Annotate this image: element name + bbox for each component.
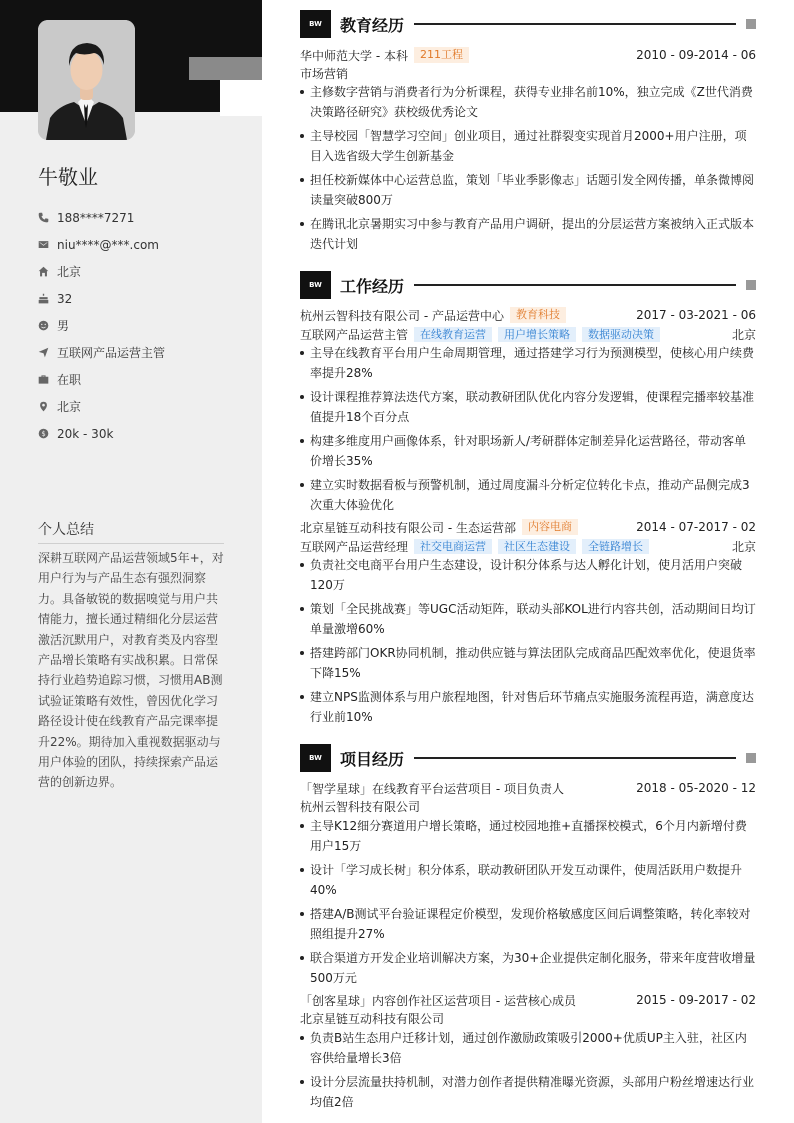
info-phone bbox=[38, 204, 238, 231]
skill-tag: 用户增长策略 bbox=[498, 327, 576, 342]
phone-icon bbox=[38, 212, 49, 223]
job-role: 互联网产品运营主管 bbox=[300, 327, 409, 342]
job-role: 互联网产品运营经理 bbox=[300, 539, 409, 554]
info-salary bbox=[38, 420, 238, 447]
section-title-work: 工作经历 bbox=[340, 276, 405, 296]
job-date: 2014 - 07-2017 - 02 bbox=[636, 520, 756, 534]
skill-tag: 在线教育运营 bbox=[414, 327, 492, 342]
section-marker bbox=[746, 19, 756, 29]
education-major-row bbox=[300, 64, 756, 82]
info-gender bbox=[38, 312, 238, 339]
status-text: 在职 bbox=[57, 373, 82, 387]
list-item: 主修数字营销与消费者行为分析课程，获得专业排名前10%，独立完成《Z世代消费决策路径研究》获校级优秀论文 bbox=[300, 82, 756, 122]
project-name: 「创客星球」内容创作社区运营项目 - 运营核心成员 bbox=[300, 993, 576, 1008]
list-item: 设计课程推荐算法迭代方案，联动教研团队优化内容分发逻辑，使课程完播率较基准值提升18个百分点 bbox=[300, 387, 756, 427]
list-item: 主导K12细分赛道用户增长策略，通过校园地推+直播探校模式，6个月内新增付费用户15万 bbox=[300, 816, 756, 856]
project-date: 2015 - 09-2017 - 02 bbox=[636, 993, 756, 1007]
job-role-row bbox=[300, 325, 756, 343]
list-item: 搭建跨部门OKR协同机制，推动供应链与算法团队完成商品匹配效率优化，使退货率下降15% bbox=[300, 643, 756, 683]
section-marker bbox=[746, 753, 756, 763]
sidebar-header-accent bbox=[189, 57, 262, 80]
school-tag: 211工程 bbox=[414, 47, 469, 63]
list-item: 负责B站生态用户迁移计划，通过创作激励政策吸引2000+优质UP主入驻，社区内容供给量增长3倍 bbox=[300, 1028, 756, 1068]
info-status bbox=[38, 366, 238, 393]
candidate-name: 牛敬业 bbox=[38, 165, 98, 189]
project-org-row bbox=[300, 797, 756, 815]
section-logo: BW bbox=[300, 744, 331, 772]
target-city-text: 北京 bbox=[57, 400, 82, 414]
list-item: 搭建A/B测试平台验证课程定价模型，发现价格敏感度区间后调整策略，转化率较对照组提升27% bbox=[300, 904, 756, 944]
info-target-city bbox=[38, 393, 238, 420]
project-header bbox=[300, 779, 756, 797]
list-item: 设计分层流量扶持机制，对潜力创作者提供精准曝光资源，头部用户粉丝增速达行业均值2倍 bbox=[300, 1072, 756, 1112]
section-divider bbox=[414, 23, 736, 25]
job-header bbox=[300, 518, 756, 536]
education-date: 2010 - 09-2014 - 06 bbox=[636, 48, 756, 62]
person-icon bbox=[38, 320, 49, 331]
skill-tag: 全链路增长 bbox=[582, 539, 649, 554]
cake-icon bbox=[38, 293, 49, 304]
education-header bbox=[300, 46, 756, 64]
phone-text: 188****7271 bbox=[57, 210, 135, 225]
section-header-work bbox=[300, 271, 756, 299]
email-text: niu****@***.com bbox=[57, 237, 159, 252]
list-item: 建立NPS监测体系与用户旅程地图，针对售后环节痛点实施服务流程再造，满意度达行业前10% bbox=[300, 687, 756, 727]
list-item: 策划「全民挑战赛」等UGC活动矩阵，联动头部KOL进行内容共创，活动期间日均订单量激增60% bbox=[300, 599, 756, 639]
list-item: 主导校园「智慧学习空间」创业项目，通过社群裂变实现首月2000+用户注册，项目入选省级大学生创新基金 bbox=[300, 126, 756, 166]
skill-tag: 社交电商运营 bbox=[414, 539, 492, 554]
job-city: 北京 bbox=[731, 539, 756, 554]
job-city: 北京 bbox=[731, 327, 756, 342]
send-icon bbox=[38, 347, 49, 358]
section-marker bbox=[746, 280, 756, 290]
mail-icon bbox=[38, 239, 49, 250]
job-company: 杭州云智科技有限公司 - 产品运营中心 bbox=[300, 308, 504, 323]
job-company: 北京星链互动科技有限公司 - 生态运营部 bbox=[300, 520, 516, 535]
home-icon bbox=[38, 266, 49, 277]
profile-photo bbox=[38, 20, 135, 140]
project-org: 北京星链互动科技有限公司 bbox=[300, 1011, 445, 1026]
list-item: 设计「学习成长树」积分体系，联动教研团队开发互动课件，使周活跃用户数提升40% bbox=[300, 860, 756, 900]
info-email bbox=[38, 231, 238, 258]
map-pin-icon bbox=[38, 401, 49, 412]
list-item: 在腾讯北京暑期实习中参与教育产品用户调研，提出的分层运营方案被纳入正式版本迭代计划 bbox=[300, 214, 756, 254]
education-major: 市场营销 bbox=[300, 66, 349, 81]
list-item: 主导在线教育平台用户生命周期管理，通过搭建学习行为预测模型，使核心用户续费率提升28% bbox=[300, 343, 756, 383]
project-org: 杭州云智科技有限公司 bbox=[300, 799, 421, 814]
project-header bbox=[300, 991, 756, 1009]
gender-text: 男 bbox=[57, 319, 70, 333]
job-date: 2017 - 03-2021 - 06 bbox=[636, 308, 756, 322]
position-text: 互联网产品运营主管 bbox=[57, 346, 166, 360]
money-icon bbox=[38, 428, 49, 439]
job-tag: 教育科技 bbox=[510, 307, 566, 323]
section-title-projects: 项目经历 bbox=[340, 749, 405, 769]
school-name: 华中师范大学 - 本科 bbox=[300, 48, 408, 63]
section-header-projects bbox=[300, 744, 756, 772]
section-logo: BW bbox=[300, 10, 331, 38]
list-item: 担任校新媒体中心运营总监，策划「毕业季影像志」话题引发全网传播，单条微博阅读量突破800万 bbox=[300, 170, 756, 210]
location-text: 北京 bbox=[57, 265, 82, 279]
summary-text: 深耕互联网产品运营领域5年+，对用户行为与产品生态有强烈洞察力。具备敏锐的数据嗅觉与用户共情能力，擅长通过精细化分层运营激活沉默用户，对教育类及内容型产品增长策略有实战积累。日常保持行业趋势追踪习惯，习惯用AB测试验证策略有效性，曾因优化学习路径设计使在线教育产品完课率提升22%。期待加入重视数据驱动与用户体验的团队，持续探索产品运营的创新边界。 bbox=[38, 551, 224, 790]
job-tag: 内容电商 bbox=[522, 519, 578, 535]
section-title-education: 教育经历 bbox=[340, 15, 405, 35]
contact-info-list bbox=[38, 204, 238, 447]
job-role-row bbox=[300, 537, 756, 555]
project-date: 2018 - 05-2020 - 12 bbox=[636, 781, 756, 795]
list-item: 建立实时数据看板与预警机制，通过周度漏斗分析定位转化卡点，推动产品侧完成3次重大体验优化 bbox=[300, 475, 756, 515]
sidebar-header-notch bbox=[220, 80, 262, 116]
section-divider bbox=[414, 284, 736, 286]
briefcase-icon bbox=[38, 374, 49, 385]
info-age bbox=[38, 285, 238, 312]
list-item: 构建多维度用户画像体系，针对职场新人/考研群体定制差异化运营路径，带动客单价增长35% bbox=[300, 431, 756, 471]
project-org-row bbox=[300, 1009, 756, 1027]
job-header bbox=[300, 306, 756, 324]
section-header-education bbox=[300, 10, 756, 38]
svg-text:$: $ bbox=[41, 429, 46, 438]
age-text: 32 bbox=[57, 291, 73, 306]
section-logo: BW bbox=[300, 271, 331, 299]
summary-title: 个人总结 bbox=[38, 519, 224, 544]
info-position bbox=[38, 339, 238, 366]
salary-text: 20k - 30k bbox=[57, 426, 114, 441]
list-item: 负责社交电商平台用户生态建设，设计积分体系与达人孵化计划，使月活用户突破120万 bbox=[300, 555, 756, 595]
skill-tag: 数据驱动决策 bbox=[582, 327, 660, 342]
list-item: 联合渠道方开发企业培训解决方案，为30+企业提供定制化服务，带来年度营收增量500万元 bbox=[300, 948, 756, 988]
info-location bbox=[38, 258, 238, 285]
section-divider bbox=[414, 757, 736, 759]
skill-tag: 社区生态建设 bbox=[498, 539, 576, 554]
project-name: 「智学星球」在线教育平台运营项目 - 项目负责人 bbox=[300, 781, 564, 796]
